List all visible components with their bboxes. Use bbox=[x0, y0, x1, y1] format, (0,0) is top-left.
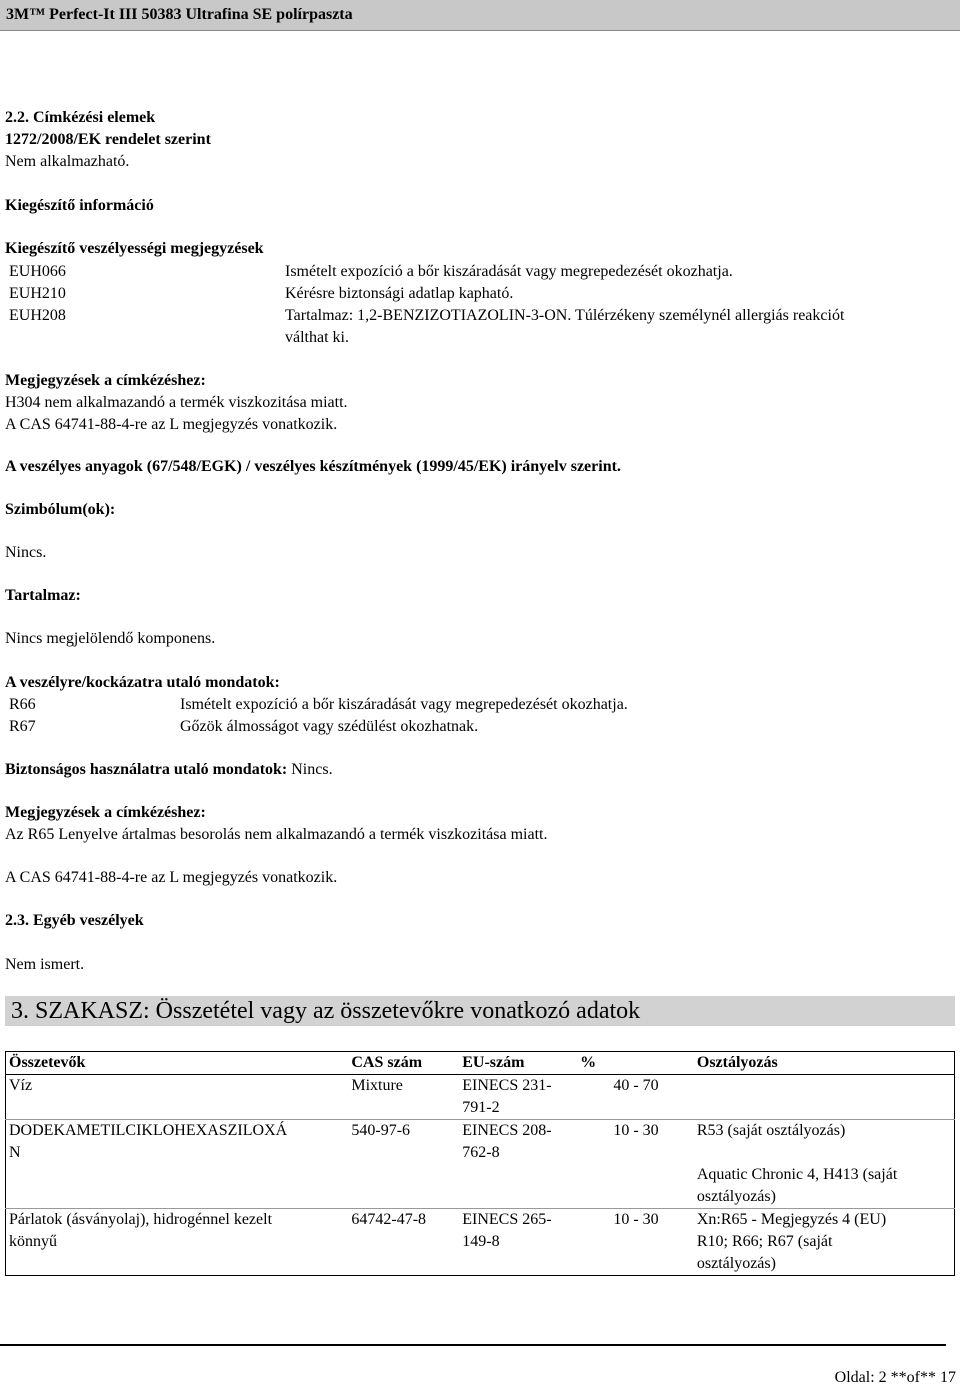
cell-line: EINECS 265- bbox=[462, 1211, 552, 1228]
regulation-text: 1272/2008/EK rendelet szerint bbox=[5, 131, 211, 148]
cell-line: könnyű bbox=[9, 1233, 57, 1250]
section-3-title: 3. SZAKASZ: Összetétel vagy az összetevőkre vonatkozó adatok bbox=[11, 998, 641, 1024]
page-number: Oldal: 2 **of** 17 bbox=[834, 1369, 956, 1386]
euh-text: Ismételt expozíció a bőr kiszáradását vagy megrepedezését okozhatja. bbox=[285, 263, 733, 280]
column-header: EU-szám bbox=[459, 1052, 577, 1075]
symbols-value: Nincs. bbox=[5, 544, 47, 561]
section-3-bar bbox=[5, 996, 955, 1026]
percent-range: 40 - 70 bbox=[613, 1077, 659, 1094]
label-note-line: Az R65 Lenyelve ártalmas besorolás nem alkalmazandó a termék viszkozitása miatt. bbox=[5, 826, 548, 843]
component-name bbox=[6, 1209, 349, 1276]
cell-line: Párlatok (ásványolaj), hidrogénnel kezelt bbox=[9, 1211, 273, 1228]
other-hazards-value: Nem ismert. bbox=[5, 956, 85, 973]
table-row bbox=[6, 1120, 955, 1209]
safety-phrases-value: Nincs. bbox=[291, 761, 333, 778]
table-row bbox=[6, 1075, 955, 1120]
contains-heading: Tartalmaz: bbox=[5, 587, 81, 604]
risk-phrases-heading: A veszélyre/kockázatra utaló mondatok: bbox=[5, 674, 280, 691]
cell-line: R10; R66; R67 (saját bbox=[696, 1233, 833, 1250]
cell-spacer bbox=[697, 1142, 952, 1164]
euh-code: EUH208 bbox=[9, 307, 66, 324]
cell-line: Xn:R65 - Megjegyzés 4 (EU) bbox=[696, 1211, 887, 1228]
percent-range: 10 - 30 bbox=[577, 1120, 694, 1209]
label-note-line: H304 nem alkalmazandó a termék viszkozitása miatt. bbox=[5, 394, 348, 411]
table-header-row bbox=[6, 1052, 955, 1075]
euh-code: EUH066 bbox=[9, 263, 66, 280]
cas-number: 540-97-6 bbox=[348, 1120, 459, 1209]
components-table bbox=[5, 1051, 955, 1276]
cas-number: Mixture bbox=[351, 1077, 403, 1094]
classification bbox=[694, 1120, 955, 1209]
component-name bbox=[6, 1075, 349, 1120]
section-2-2-heading: 2.2. Címkézési elemek bbox=[5, 109, 156, 126]
cas-number: 64742-47-8 bbox=[348, 1209, 459, 1276]
classification bbox=[694, 1209, 955, 1276]
cell-line: 762-8 bbox=[462, 1144, 500, 1161]
supplementary-info-heading: Kiegészítő információ bbox=[5, 197, 154, 214]
label-notes-heading: Megjegyzések a címkézéshez: bbox=[5, 372, 206, 389]
risk-text: Ismételt expozíció a bőr kiszáradását vagy megrepedezését okozhatja. bbox=[180, 696, 628, 713]
risk-code: R66 bbox=[9, 696, 36, 713]
document-title: 3M™ Perfect-It III 50383 Ultrafina SE polírpaszta bbox=[6, 6, 353, 23]
cell-line: N bbox=[9, 1144, 21, 1161]
eu-number bbox=[459, 1075, 577, 1120]
label-note-line: A CAS 64741-88-4-re az L megjegyzés vonatkozik. bbox=[5, 869, 338, 886]
cell-line: DODEKAMETILCIKLOHEXASZILOXÁ bbox=[9, 1122, 288, 1139]
section-2-3-heading: 2.3. Egyéb veszélyek bbox=[5, 912, 144, 929]
component-name bbox=[6, 1120, 349, 1209]
safety-phrases bbox=[5, 759, 333, 781]
footer-divider bbox=[0, 1344, 946, 1346]
cell-line: osztályozás) bbox=[696, 1255, 776, 1272]
cell-line: R53 (saját osztályozás) bbox=[696, 1122, 846, 1139]
risk-code: R67 bbox=[9, 718, 36, 735]
cell-line: 791-2 bbox=[462, 1099, 500, 1116]
euh-code: EUH210 bbox=[9, 285, 66, 302]
classification bbox=[694, 1075, 955, 1120]
column-header: % bbox=[577, 1052, 694, 1075]
symbols-heading: Szimbólum(ok): bbox=[5, 501, 116, 518]
label-notes-heading: Megjegyzések a címkézéshez: bbox=[5, 804, 206, 821]
risk-text: Gőzök álmosságot vagy szédülést okozhatnak. bbox=[180, 718, 479, 735]
supplementary-hazard-heading: Kiegészítő veszélyességi megjegyzések bbox=[5, 240, 264, 257]
column-header: CAS szám bbox=[348, 1052, 459, 1075]
percent-range: 10 - 30 bbox=[577, 1209, 694, 1276]
cell-line: Aquatic Chronic 4, H413 (saját bbox=[696, 1166, 898, 1183]
contains-value: Nincs megjelölendő komponens. bbox=[5, 630, 216, 647]
cell-line: 149-8 bbox=[462, 1233, 500, 1250]
eu-number bbox=[459, 1209, 577, 1276]
not-applicable-text: Nem alkalmazható. bbox=[5, 153, 130, 170]
cell-line: Víz bbox=[9, 1077, 33, 1094]
cell-line: EINECS 208- bbox=[462, 1122, 552, 1139]
column-header: Összetevők bbox=[6, 1052, 349, 1075]
euh-text: Kérésre biztonsági adatlap kapható. bbox=[285, 285, 514, 302]
cell-line: EINECS 231- bbox=[462, 1077, 552, 1094]
column-header: Osztályozás bbox=[694, 1052, 955, 1075]
directive-heading: A veszélyes anyagok (67/548/EGK) / veszélyes készítmények (1999/45/EK) irányelv szerint. bbox=[5, 458, 621, 475]
header-bar bbox=[0, 0, 960, 31]
euh-text-continued: válthat ki. bbox=[285, 329, 349, 346]
eu-number bbox=[459, 1120, 577, 1209]
label-note-line: A CAS 64741-88-4-re az L megjegyzés vonatkozik. bbox=[5, 416, 338, 433]
cell-line: osztályozás) bbox=[696, 1188, 776, 1205]
euh-text: Tartalmaz: 1,2-BENZIZOTIAZOLIN-3-ON. Túlérzékeny személynél allergiás reakciót bbox=[285, 307, 845, 324]
table-row bbox=[6, 1209, 955, 1276]
safety-phrases-heading: Biztonságos használatra utaló mondatok: bbox=[5, 761, 288, 778]
